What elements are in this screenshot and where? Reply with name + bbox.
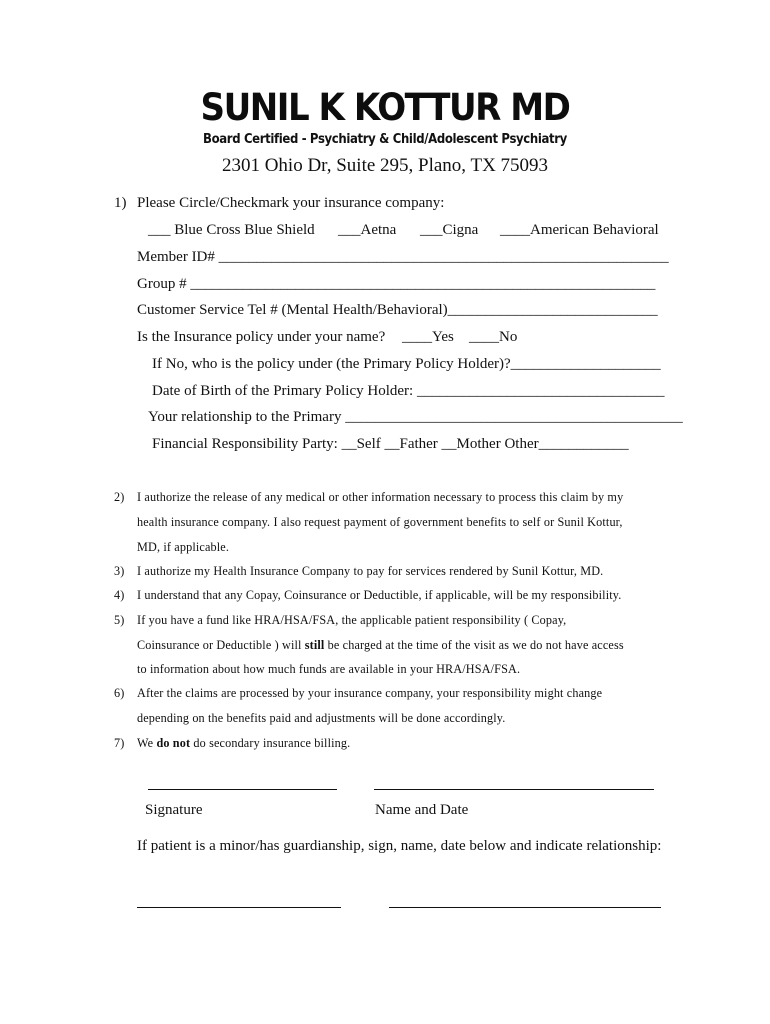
- term-6-line-2: depending on the benefits paid and adjustments will be done accordingly.: [137, 711, 506, 725]
- policy-name-question: Is the Insurance policy under your name?: [137, 329, 386, 345]
- term-5-line-2-a: Coinsurance or Deductible ) will: [137, 638, 305, 652]
- option-american-behavioral[interactable]: ____American Behavioral: [500, 222, 659, 238]
- relationship-field[interactable]: Your relationship to the Primary _____________________________________________: [148, 409, 683, 425]
- term-4-number: 4): [114, 588, 125, 602]
- customer-service-field[interactable]: Customer Service Tel # (Mental Health/Behavioral)____________________________: [137, 302, 658, 318]
- signature-label: Signature: [145, 802, 203, 818]
- option-cigna[interactable]: ___Cigna: [420, 222, 479, 238]
- guardian-signature-line[interactable]: [137, 907, 341, 908]
- policy-holder-field[interactable]: If No, who is the policy under (the Primary Policy Holder)?____________________: [152, 356, 661, 372]
- term-4-line-1: I understand that any Copay, Coinsurance or Deductible, if applicable, will be my responsibility.: [137, 588, 622, 602]
- term-3-line-1: I authorize my Health Insurance Company to pay for services rendered by Sunil Kottur, MD.: [137, 564, 604, 578]
- term-5-emphasis: still: [304, 638, 325, 652]
- term-7-emphasis: do not: [156, 736, 191, 750]
- term-2-line-2: health insurance company. I also request payment of government benefits to self or Sunil Kottur,: [137, 515, 623, 529]
- option-blue-cross[interactable]: ___ Blue Cross Blue Shield: [148, 222, 315, 238]
- term-7-b: do secondary insurance billing.: [190, 736, 351, 750]
- term-7-a: We: [137, 736, 157, 750]
- financial-responsibility-field[interactable]: Financial Responsibility Party: __Self __Father __Mother Other____________: [152, 436, 629, 452]
- term-2-number: 2): [114, 490, 125, 504]
- practice-credentials: Board Certified - Psychiatry & Child/Adolescent Psychiatry: [203, 132, 567, 147]
- option-yes[interactable]: ____Yes: [402, 329, 454, 345]
- practice-address: 2301 Ohio Dr, Suite 295, Plano, TX 75093: [221, 155, 549, 176]
- option-no[interactable]: ____No: [469, 329, 518, 345]
- option-aetna[interactable]: ___Aetna: [338, 222, 397, 238]
- term-2-line-1: I authorize the release of any medical or other information necessary to process this claim by my: [137, 490, 624, 504]
- guardian-name-date-line[interactable]: [389, 907, 661, 908]
- signature-line[interactable]: [148, 789, 337, 790]
- section-1-number: 1): [114, 195, 127, 211]
- term-5-line-1: If you have a fund like HRA/HSA/FSA, the applicable patient responsibility ( Copay,: [137, 613, 567, 627]
- group-field[interactable]: Group # ______________________________________________________________: [137, 276, 656, 292]
- term-7-number: 7): [114, 736, 125, 750]
- term-5-number: 5): [114, 613, 125, 627]
- insurance-prompt: Please Circle/Checkmark your insurance company:: [137, 195, 445, 211]
- name-date-label: Name and Date: [375, 802, 469, 818]
- term-6-line-1: After the claims are processed by your insurance company, your responsibility might change: [137, 686, 603, 700]
- minor-instructions: If patient is a minor/has guardianship, sign, name, date below and indicate relationship:: [137, 838, 662, 854]
- member-id-field[interactable]: Member ID# ____________________________________________________________: [137, 249, 669, 265]
- practice-name: SUNIL K KOTTUR MD: [200, 86, 570, 129]
- term-3-number: 3): [114, 564, 125, 578]
- term-6-number: 6): [114, 686, 125, 700]
- holder-dob-field[interactable]: Date of Birth of the Primary Policy Holder: _________________________________: [152, 383, 665, 399]
- term-5-line-2-b: be charged at the time of the visit as we do not have access: [324, 638, 624, 652]
- term-5-line-2: [137, 638, 624, 653]
- name-date-line[interactable]: [374, 789, 654, 790]
- term-7-line-1: [137, 736, 350, 751]
- term-5-line-3: to information about how much funds are available in your HRA/HSA/FSA.: [137, 662, 521, 676]
- term-2-line-3: MD, if applicable.: [137, 540, 230, 554]
